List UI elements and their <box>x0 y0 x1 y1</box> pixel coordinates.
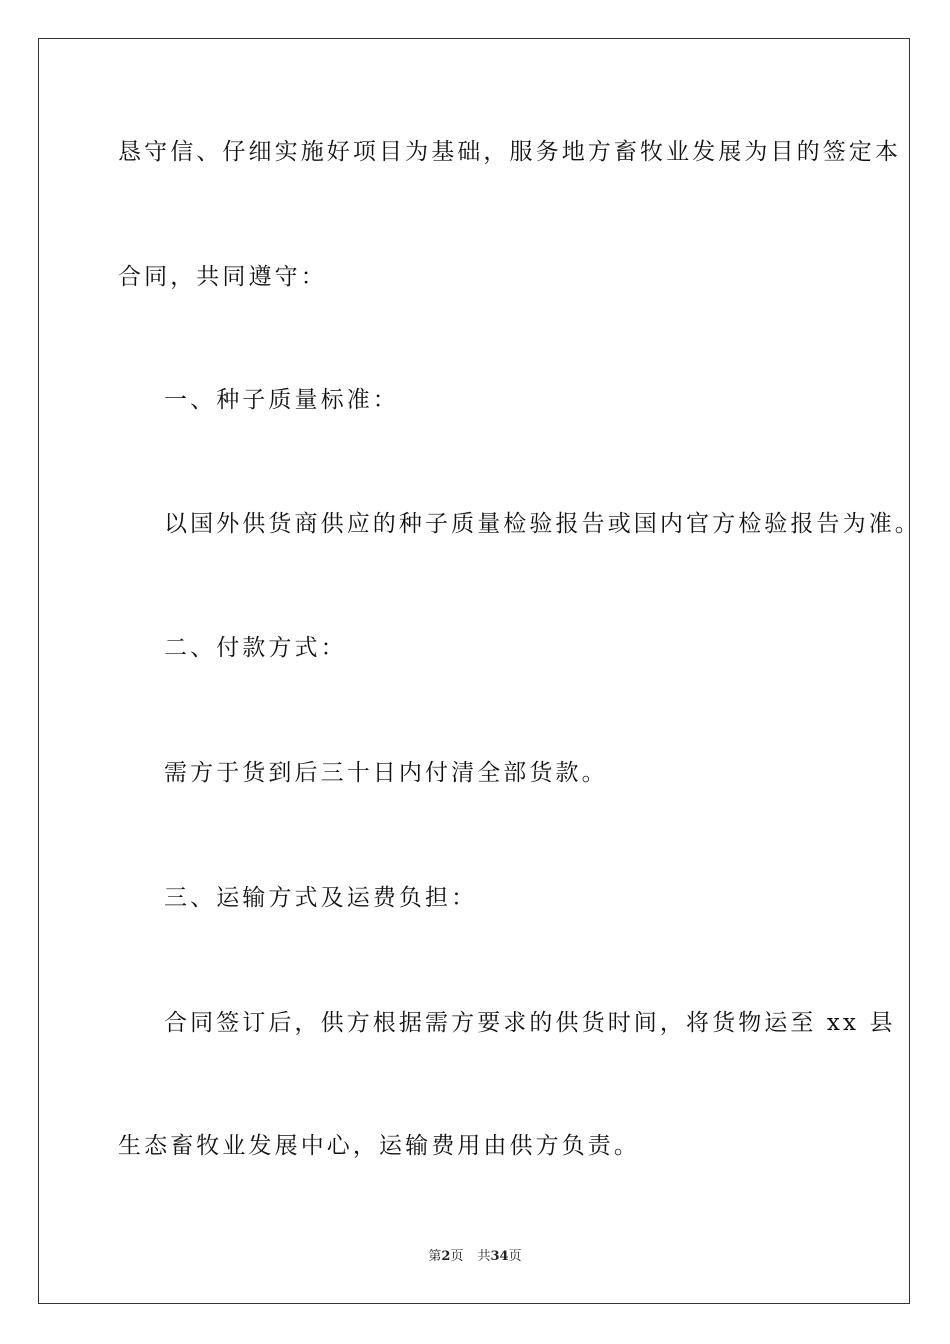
body-text-line: 生态畜牧业发展中心，运输费用由供方负责。 <box>118 1133 640 1159</box>
page-border <box>38 38 910 1304</box>
total-pages: 34 <box>490 1249 509 1264</box>
total-label-prefix: 共 <box>477 1249 491 1264</box>
section-heading: 三、运输方式及运费负担： <box>164 885 478 911</box>
page-footer <box>0 1248 950 1266</box>
body-text-line: 需方于货到后三十日内付清全部货款。 <box>164 760 608 786</box>
body-text-line: 以国外供货商供应的种子质量检验报告或国内官方检验报告为准。 <box>164 511 921 537</box>
page-number: 2 <box>441 1249 451 1264</box>
page-label-prefix: 第 <box>428 1249 442 1264</box>
section-heading: 一、种子质量标准： <box>164 387 399 413</box>
total-label-suffix: 页 <box>508 1249 522 1264</box>
page-label-suffix: 页 <box>450 1249 464 1264</box>
body-text-line: 合同签订后，供方根据需方要求的供货时间，将货物运至 xx 县 <box>164 1010 896 1036</box>
section-heading: 二、付款方式： <box>164 635 347 661</box>
body-text-line: 合同，共同遵守： <box>118 264 327 290</box>
body-text-line: 恳守信、仔细实施好项目为基础，服务地方畜牧业发展为目的签定本 <box>118 139 901 165</box>
